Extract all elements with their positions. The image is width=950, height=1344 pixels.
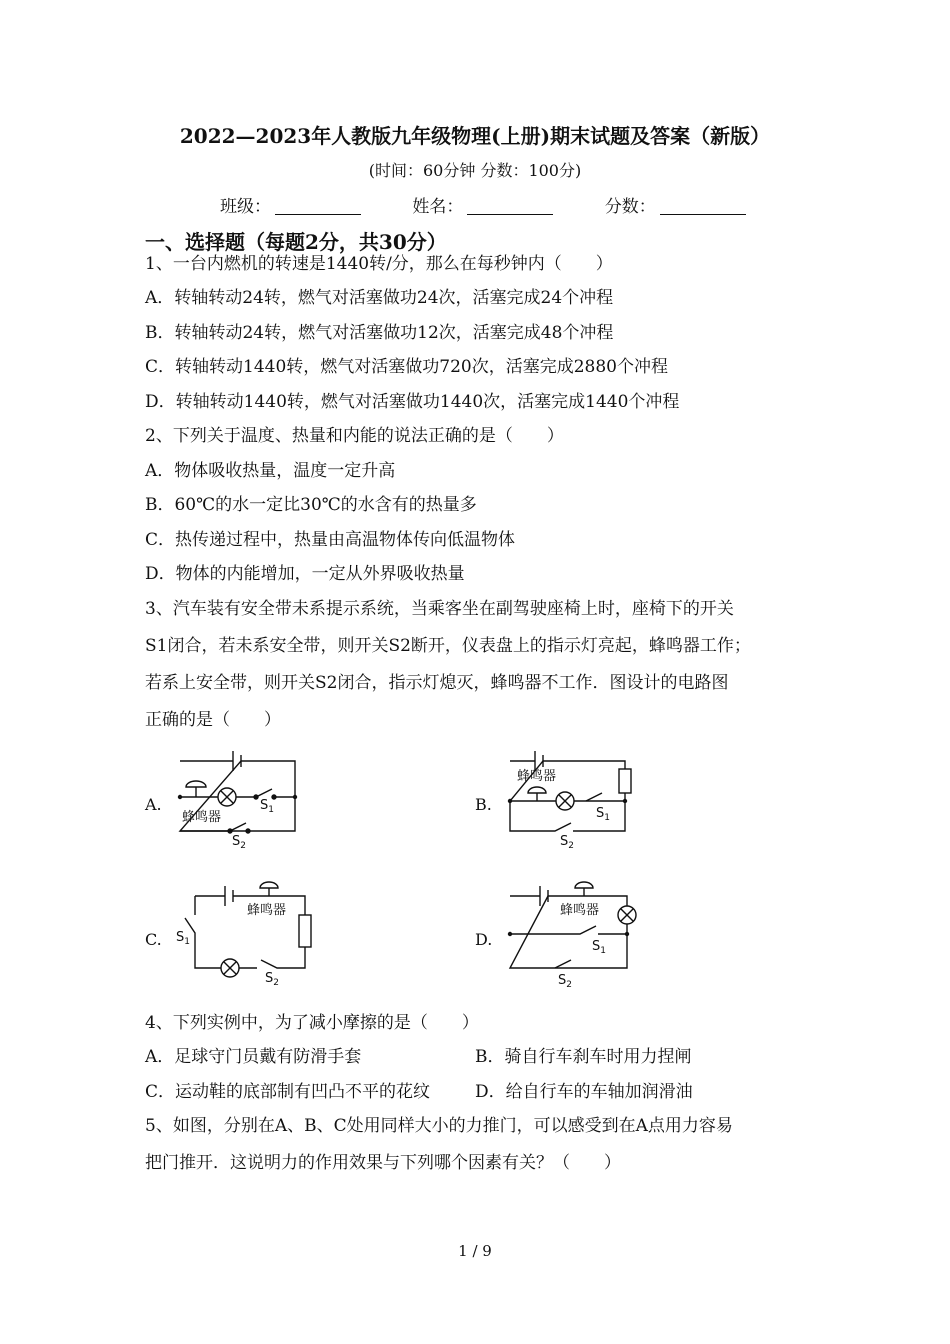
page-number: 1 / 9 — [458, 1242, 492, 1260]
circuit-d — [510, 882, 636, 968]
class-label: 班级： — [220, 197, 271, 217]
q3-line2: S1闭合，若未系安全带，则开关S2断开，仪表盘上的指示灯亮起，蜂鸣器工作； — [145, 636, 751, 656]
q3-option-a-label: A. — [145, 795, 162, 814]
q1-option-d: D．转轴转动1440转，燃气对活塞做功1440次，活塞完成1440个冲程 — [145, 392, 680, 412]
class-blank[interactable] — [275, 196, 361, 215]
buzzer-label-a: 蜂鸣器 — [182, 810, 222, 825]
q4-option-b: B．骑自行车刹车时用力捏闸 — [475, 1047, 692, 1067]
s1-label-d: $S_1$ — [592, 939, 606, 956]
section-heading: 一、选择题（每题2分，共30分） — [145, 230, 447, 254]
s1-label-a: $S_1$ — [260, 798, 274, 815]
s2-label-c: $S_2$ — [265, 971, 279, 988]
q3-circuit-diagrams — [140, 735, 660, 1000]
q4-stem: 4、下列实例中，为了减小摩擦的是（ ） — [145, 1013, 479, 1033]
s2-label-b: $S_2$ — [560, 834, 574, 851]
student-fields — [220, 192, 792, 217]
s2-label-a: $S_2$ — [232, 834, 246, 851]
page-title: 2022—2023年人教版九年级物理(上册)期末试题及答案（新版） — [179, 124, 771, 148]
q3-line4: 正确的是（ ） — [145, 710, 281, 730]
name-field[interactable] — [412, 192, 553, 217]
score-label: 分数： — [604, 197, 656, 217]
q3-line3: 若系上安全带，则开关S2闭合，指示灯熄灭，蜂鸣器不工作．图设计的电路图 — [145, 673, 729, 693]
class-field[interactable] — [220, 192, 361, 217]
q2-option-a: A．物体吸收热量，温度一定升高 — [145, 461, 396, 481]
exam-info: (时间：60分钟 分数：100分) — [368, 161, 582, 180]
name-label: 姓名： — [412, 197, 464, 217]
q2-option-c: C．热传递过程中，热量由高温物体传向低温物体 — [145, 530, 516, 550]
score-field[interactable] — [605, 192, 746, 217]
q5-line1: 5、如图，分别在A、B、C处用同样大小的力推门，可以感受到在A点用力容易 — [145, 1116, 733, 1136]
circuit-c — [185, 882, 311, 977]
circuit-b — [510, 751, 631, 831]
q1-stem: 1、一台内燃机的转速是1440转/分，那么在每秒钟内（ ） — [145, 254, 613, 274]
q4-option-d: D．给自行车的车轴加润滑油 — [475, 1082, 693, 1102]
q1-option-b: B．转轴转动24转，燃气对活塞做功12次，活塞完成48个冲程 — [145, 323, 614, 343]
score-blank[interactable] — [660, 196, 746, 215]
q2-option-b: B．60℃的水一定比30℃的水含有的热量多 — [145, 495, 477, 515]
s1-label-b: $S_1$ — [596, 806, 610, 823]
q4-option-c: C．运动鞋的底部制有凹凸不平的花纹 — [145, 1082, 431, 1102]
q4-option-a: A．足球守门员戴有防滑手套 — [145, 1047, 362, 1067]
s1-label-c: $S_1$ — [176, 930, 190, 947]
q5-line2: 把门推开．这说明力的作用效果与下列哪个因素有关？（ ） — [145, 1153, 621, 1173]
q3-option-d-label: D. — [475, 930, 493, 949]
buzzer-label-c: 蜂鸣器 — [247, 903, 287, 918]
q3-line1: 3、汽车装有安全带未系提示系统，当乘客坐在副驾驶座椅上时，座椅下的开关 — [145, 599, 734, 619]
s2-label-d: $S_2$ — [558, 973, 572, 990]
q2-option-d: D．物体的内能增加，一定从外界吸收热量 — [145, 564, 465, 584]
name-blank[interactable] — [467, 196, 553, 215]
buzzer-label-b: 蜂鸣器 — [517, 769, 557, 784]
q2-stem: 2、下列关于温度、热量和内能的说法正确的是（ ） — [145, 426, 564, 446]
q3-option-b-label: B. — [475, 795, 492, 814]
q1-option-c: C．转轴转动1440转，燃气对活塞做功720次，活塞完成2880个冲程 — [145, 357, 668, 377]
q3-option-c-label: C. — [145, 930, 162, 949]
buzzer-label-d: 蜂鸣器 — [560, 903, 600, 918]
q1-option-a: A．转轴转动24转，燃气对活塞做功24次，活塞完成24个冲程 — [145, 288, 614, 308]
